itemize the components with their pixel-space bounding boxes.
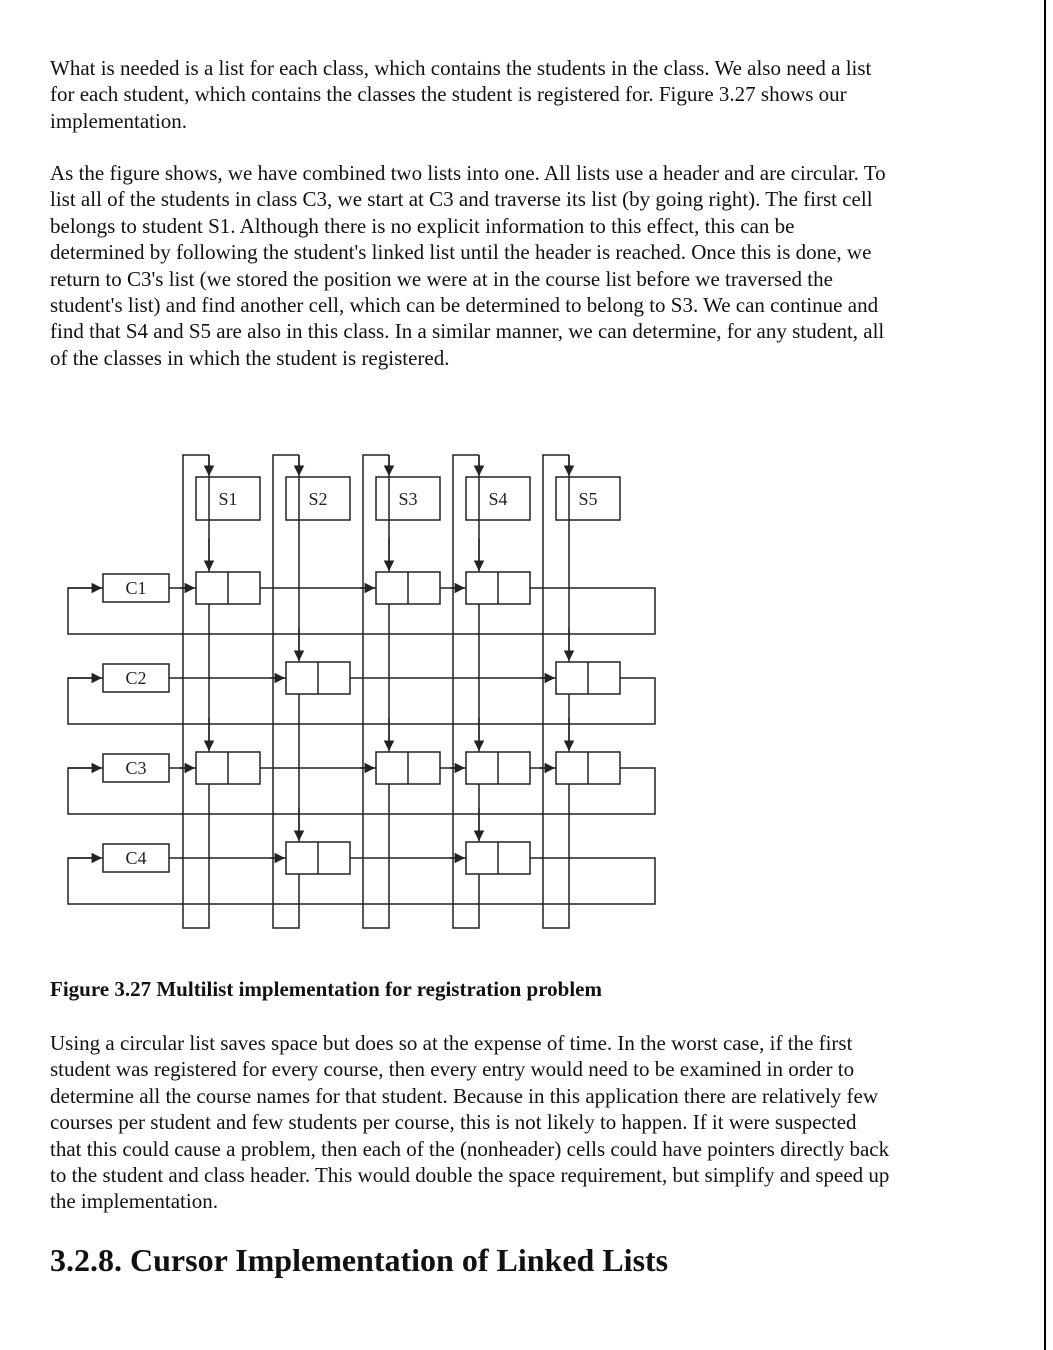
paragraph-tradeoff: Using a circular list saves space but does so at the expense of time. In the worst case, if the first student was registered for every course, then every entry would need to be examined in order to determine all the course names for that student. Because in this application there are relatively few courses per student and few students per course, this is not likely to happen. If it were suspected that this could cause a problem, then each of the (nonheader) cells could have pointers directly back to the student and class header. This would double the space requirement, but simplify and speed up the implementation.: [50, 1031, 890, 1214]
student-s4-label: S4: [488, 489, 508, 509]
class-c3-label: C3: [125, 758, 147, 778]
student-s5-label: S5: [578, 489, 598, 509]
class-c1-label: C1: [125, 578, 147, 598]
student-s1-loop: [183, 455, 209, 928]
figure-caption: Figure 3.27 Multilist implementation for registration problem: [50, 977, 602, 1001]
student-s1-label: S1: [218, 489, 238, 509]
paragraph-intro: What is needed is a list for each class, which contains the students in the class. We also need a list for each student, which contains the classes the student is registered for. Figure 3.27 shows our implementation.: [50, 56, 872, 133]
paragraph-explanation: As the figure shows, we have combined two lists into one. All lists use a header and are circular. To list all of the students in class C3, we start at C3 and traverse its list (by going right). The first cell belongs to student S1. Although there is no explicit information to this effect, this can be determined by following the student's linked list until the header is reached. Once this is done, we return to C3's list (we stored the position we were at in the course list before we traversed the student's list) and find another cell, which can be determined to belong to S3. We can continue and find that S4 and S5 are also in this class. In a similar manner, we can determine, for any student, all of the classes in which the student is registered.: [50, 161, 886, 370]
class-c1-loop: [68, 588, 655, 634]
class-c4-loop: [68, 858, 655, 904]
student-s2-label: S2: [308, 489, 328, 509]
section-heading: 3.2.8. Cursor Implementation of Linked Lists: [50, 1242, 669, 1278]
student-s3-label: S3: [398, 489, 418, 509]
student-s3-loop: [363, 455, 389, 928]
class-c4-label: C4: [125, 848, 147, 868]
multilist-figure: [0, 440, 1053, 950]
class-c2-label: C2: [125, 668, 147, 688]
